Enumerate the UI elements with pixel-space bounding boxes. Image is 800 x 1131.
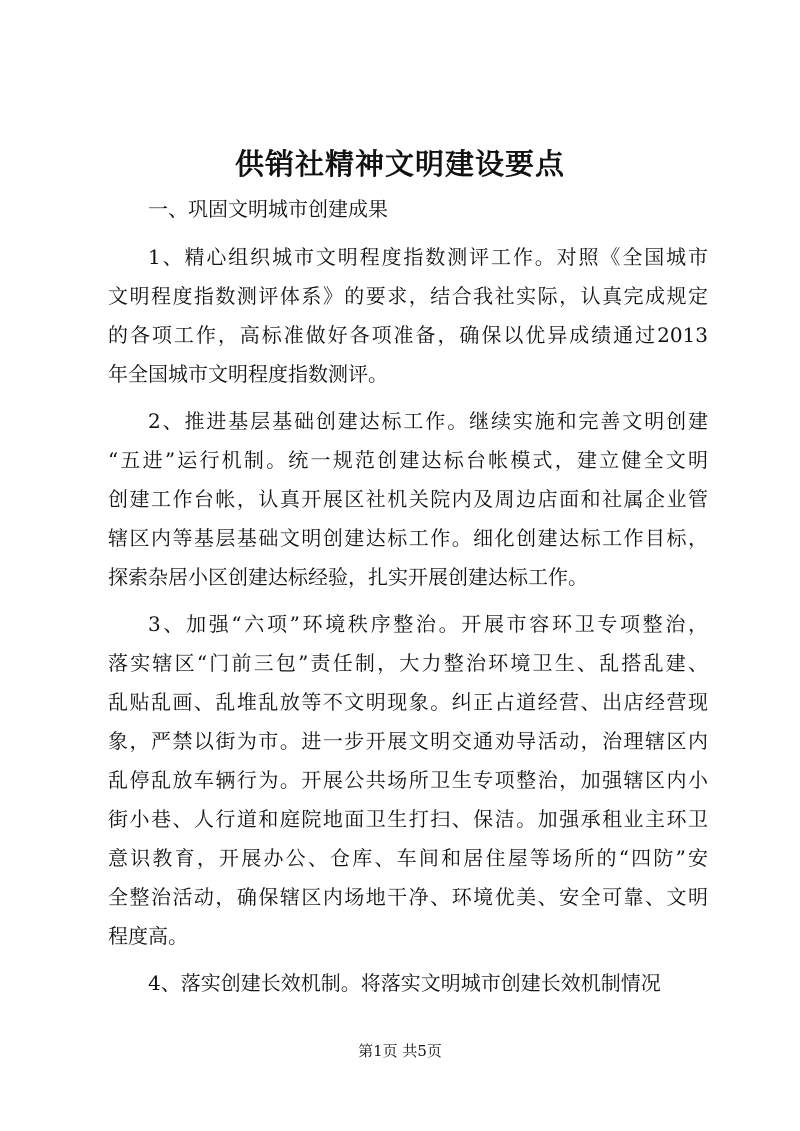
paragraph-line: 程度高。 (108, 924, 188, 948)
paragraph-line: 1、精心组织城市文明程度指数测评工作。对照《全国城市 (148, 245, 708, 269)
paragraph-line: 辖区内等基层基础文明创建达标工作。细化创建达标工作目标， (108, 526, 708, 550)
paragraph-4 (108, 956, 708, 1003)
paragraph-line: 2、推进基层基础创建达标工作。继续实施和完善文明创建 (148, 409, 708, 433)
paragraph-1 (108, 230, 708, 394)
paragraph-line: 文明程度指数测评体系》的要求，结合我社实际，认真完成规定 (108, 284, 708, 308)
paragraph-line: 的各项工作，高标准做好各项准备，确保以优异成绩通过2013 (108, 323, 708, 347)
page-footer: 第1页 共5页 (358, 1042, 442, 1060)
section-heading: 一、巩固文明城市创建成果 (148, 197, 388, 221)
paragraph-line: 街小巷、人行道和庭院地面卫生打扫、保洁。加强承租业主环卫 (108, 807, 708, 831)
paragraph-line: 乱停乱放车辆行为。开展公共场所卫生专项整治，加强辖区内小 (108, 768, 708, 792)
paragraph-line: 落实辖区“门前三包”责任制，大力整治环境卫生、乱搭乱建、 (108, 651, 708, 675)
paragraph-line: 意识教育，开展办公、仓库、车间和居住屋等场所的“四防”安 (108, 846, 708, 870)
document-body (108, 188, 708, 1003)
paragraph-line: 3、加强“六项”环境秩序整治。开展市容环卫专项整治， (148, 612, 708, 636)
paragraph-line: 探索杂居小区创建达标经验，扎实开展创建达标工作。 (108, 565, 588, 589)
paragraph-line: 创建工作台帐，认真开展区社机关院内及周边店面和社属企业管 (108, 487, 708, 511)
document-title: 供销社精神文明建设要点 (234, 147, 565, 181)
paragraph-line: 象，严禁以街为市。进一步开展文明交通劝导活动，治理辖区内 (108, 729, 708, 753)
paragraph-2 (108, 394, 708, 597)
paragraph-line: 4、落实创建长效机制。将落实文明城市创建长效机制情况 (148, 971, 661, 995)
paragraph-line: 乱贴乱画、乱堆乱放等不文明现象。纠正占道经营、出店经营现 (108, 690, 708, 714)
paragraph-line: 年全国城市文明程度指数测评。 (108, 362, 388, 386)
paragraph-line: 全整治活动，确保辖区内场地干净、环境优美、安全可靠、文明 (108, 885, 708, 909)
paragraph-line: “五进”运行机制。统一规范创建达标台帐模式，建立健全文明 (108, 448, 708, 472)
paragraph-3 (108, 597, 708, 956)
